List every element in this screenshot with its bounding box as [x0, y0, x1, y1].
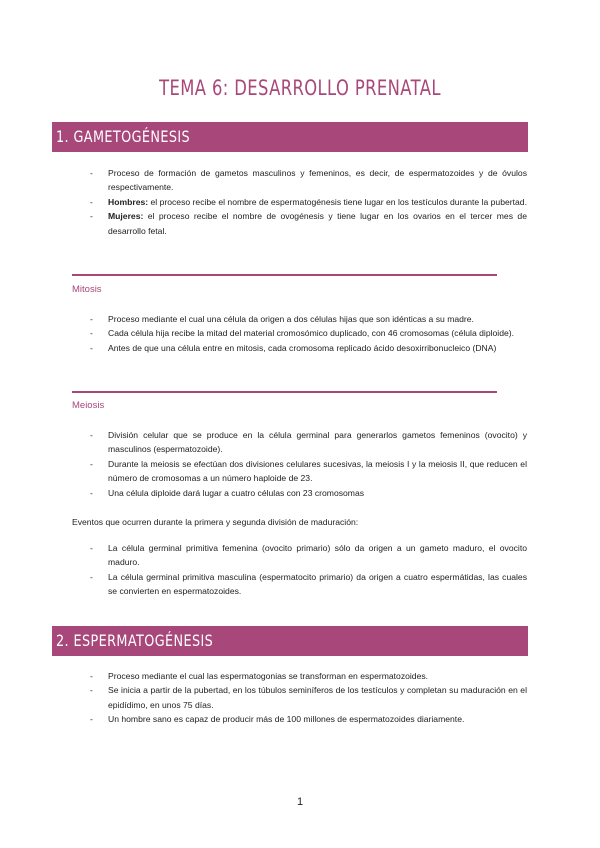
mitosis-list	[90, 312, 527, 355]
espermatogenesis-list	[90, 669, 527, 727]
list-item: - La célula germinal primitiva femenina (ovocito primario) sólo da origen a un gameto maduro, el ovocito maduro.	[90, 543, 527, 568]
divider	[72, 391, 497, 393]
meiosis-list	[90, 428, 527, 500]
list-item: - Durante la meiosis se efectúan dos divisiones celulares sucesivas, la meiosis I y la meiosis II, que reducen el número de cromosomas a un número haploide de 23.	[90, 458, 527, 484]
section-heading-espermatogenesis: 2. ESPERMATOGÉNESIS	[52, 626, 528, 656]
section-heading-gametogenesis: 1. GAMETOGÉNESIS	[52, 122, 528, 152]
list-item: - Proceso mediante el cual las espermatogonias se transforman en espermatozoides.	[90, 671, 429, 681]
divider	[72, 274, 497, 276]
page-title: TEMA 6: DESARROLLO PRENATAL	[159, 76, 441, 100]
list-item: - Se inicia a partir de la pubertad, en los túbulos seminíferos de los testículos y completan su maduración en el epidídimo, en unos 75 días.	[90, 685, 527, 710]
list-item: - Una célula diploide dará lugar a cuatro células con 23 cromosomas	[90, 487, 365, 498]
events-label: Eventos que ocurren durante la primera y segunda división de maduración:	[72, 517, 359, 527]
list-item: - División celular que se produce en la célula germinal para generarlos gametos femeninos (ovocito) y masculinos (espermatozoide).	[90, 430, 527, 455]
list-item: - Proceso de formación de gametos masculinos y femeninos, es decir, de espermatozoides y de óvulos respectivamente.	[90, 168, 527, 193]
list-item: - Antes de que una célula entre en mitosis, cada cromosoma replicado ácido desoxirribonucleico (DNA)	[90, 342, 497, 353]
list-item: - Cada célula hija recibe la mitad del material cromosómico duplicado, con 46 cromosomas (célula diploide).	[90, 328, 515, 339]
list-item: - Hombres: el proceso recibe el nombre de espermatogénesis tiene lugar en los testículos durante la pubertad.	[90, 196, 527, 207]
gametogenesis-list	[90, 166, 527, 238]
subheading-mitosis: Mitosis	[72, 284, 102, 295]
events-list	[90, 541, 527, 599]
list-item: - Un hombre sano es capaz de producir más de 100 millones de espermatozoides diariamente.	[90, 714, 465, 725]
list-item: - La célula germinal primitiva masculina (espermatocito primario) da origen a cuatro espermátidas, las cuales se convierten en espermatozoides.	[90, 571, 527, 597]
page-number: 1	[296, 796, 304, 808]
list-item: - Proceso mediante el cual una célula da origen a dos células hijas que son idénticas a su madre.	[90, 314, 474, 324]
list-item: - Mujeres: el proceso recibe el nombre de ovogénesis y tiene lugar en los ovarios en el tercer mes de desarrollo fetal.	[90, 211, 527, 236]
subheading-meiosis: Meiosis	[72, 400, 105, 411]
